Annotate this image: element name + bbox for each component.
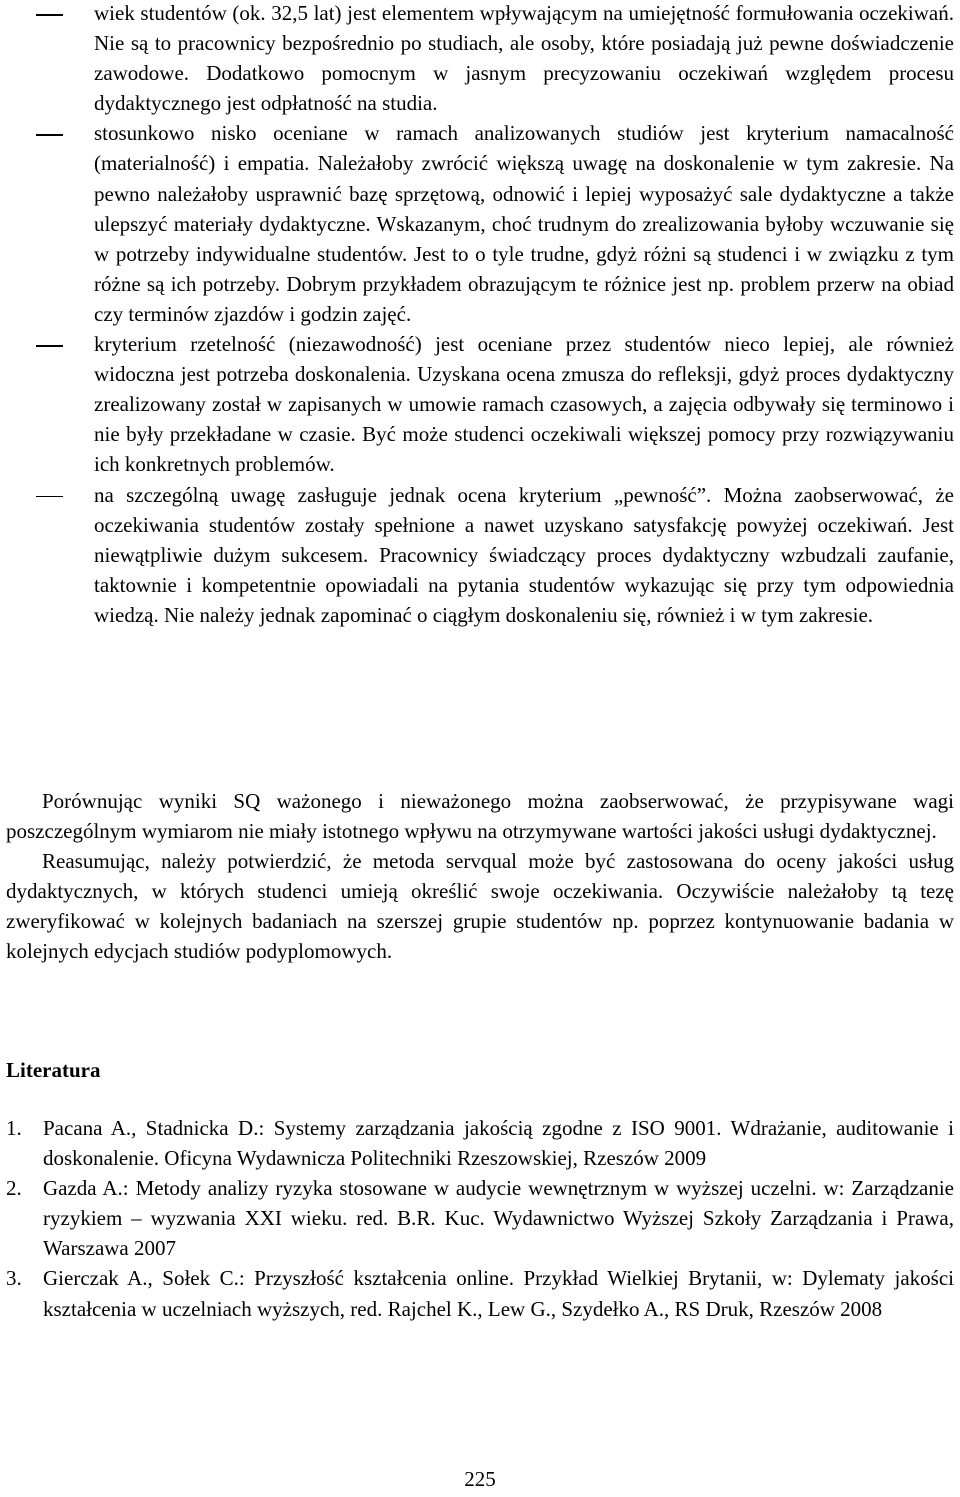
- dash-bullet-icon: [6, 118, 94, 329]
- dash-bullet-icon: [6, 480, 94, 630]
- bullet-list: [6, 0, 954, 630]
- body-paragraph: Reasumując, należy potwierdzić, że metoda servqual może być zastosowana do oceny jakości usług dydaktycznych, w których studenci umieją określić swoje oczekiwania. Oczywiście należałoby tą tezę zweryfikować w kolejnych badaniach na szerszej grupie studentów np. poprzez kontynuowanie badania w kolejnych edycjach studiów podyplomowych.: [6, 849, 954, 964]
- reference-number: 3.: [6, 1266, 22, 1291]
- body-paragraphs: [6, 786, 954, 967]
- reference-item: [6, 1173, 954, 1263]
- reference-text: Pacana A., Stadnicka D.: Systemy zarządzania jakością zgodne z ISO 9001. Wdrażanie, auditowanie i doskonalenie. Oficyna Wydawnicza Politechniki Rzeszowskiej, Rzeszów 2009: [43, 1116, 954, 1171]
- reference-text: Gierczak A., Sołek C.: Przyszłość kształcenia online. Przykład Wielkiej Brytanii, w: Dylematy jakości kształcenia w uczelniach wyższych, red. Rajchel K., Lew G., Szydełko A., RS Druk, Rzeszów 2008: [43, 1266, 954, 1321]
- reference-text: Gazda A.: Metody analizy ryzyka stosowane w audycie wewnętrznym w wyższej uczelni. w: Zarządzanie ryzykiem – wyzwania XXI wieku. red. B.R. Kuc. Wydawnictwo Wyższej Szkoły Zarządzania i Prawa, Warszawa 2007: [43, 1176, 954, 1261]
- bullet-item: [6, 0, 954, 118]
- reference-number: 2.: [6, 1176, 22, 1201]
- body-paragraph: Porównując wyniki SQ ważonego i nieważonego można zaobserwować, że przypisywane wagi poszczególnym wymiarom nie miały istotnego wpływu na otrzymywane wartości jakości usługi dydaktycznej.: [6, 789, 954, 844]
- bullet-text: na szczególną uwagę zasługuje jednak ocena kryterium „pewność”. Można zaobserwować, że oczekiwania studentów zostały spełnione a nawet uzyskano satysfakcję powyżej oczekiwań. Jest niewątpliwie dużym sukcesem. Pracownicy świadczący proces dydaktyczny wzbudzali zaufanie, taktownie i kompetentnie opowiadali na pytania studentów wykazując się przy tym odpowiednia wiedzą. Nie należy jednak zapominać o ciągłym doskonaleniu się, również i w tym zakresie.: [94, 482, 954, 627]
- bullet-text: wiek studentów (ok. 32,5 lat) jest elementem wpływającym na umiejętność formułowania oczekiwań. Nie są to pracownicy bezpośrednio po studiach, ale osoby, które posiadają już pewne doświadczenie zawodowe. Dodatkowo pomocnym w jasnym precyzowaniu oczekiwań względem procesu dydaktycznego jest odpłatność na studia.: [94, 1, 954, 116]
- bullet-text: kryterium rzetelność (niezawodność) jest oceniane przez studentów nieco lepiej, ale również widoczna jest potrzeba doskonalenia. Uzyskana ocena zmusza do refleksji, gdyż proces dydaktyczny zrealizowany został w zapisanych w umowie ramach czasowych, a zajęcia odbywały się terminowo i nie były przekładane w czasie. Być może studenci oczekiwali większej pomocy przy rozwiązywaniu ich konkretnych problemów.: [94, 332, 954, 477]
- bullet-item: [6, 118, 954, 329]
- dash-bullet-icon: [6, 0, 94, 118]
- reference-item: [6, 1113, 954, 1173]
- references-heading: Literatura: [6, 1058, 101, 1082]
- bullet-item: [6, 329, 954, 479]
- reference-item: [6, 1263, 954, 1323]
- page-number: 225: [464, 1467, 496, 1491]
- dash-bullet-icon: [6, 329, 94, 479]
- reference-list: [6, 1113, 954, 1324]
- bullet-text: stosunkowo nisko oceniane w ramach analizowanych studiów jest kryterium namacalność (materialność) i empatia. Należałoby zwrócić większą uwagę na doskonalenie w tym zakresie. Na pewno należałoby usprawnić bazę sprzętową, odnowić i lepiej wyposażyć sale dydaktyczne a także ulepszyć materiały dydaktyczne. Wskazanym, choć trudnym do zrealizowania byłoby wczuwanie się w potrzeby indywidualne studentów. Jest to o tyle trudne, gdyż różni są studenci i w związku z tym różne są ich potrzeby. Dobrym przykładem obrazującym te różnice jest np. problem przerw na obiad czy terminów zjazdów i godzin zajęć.: [94, 121, 954, 326]
- bullet-item: [6, 480, 954, 630]
- reference-number: 1.: [6, 1116, 22, 1140]
